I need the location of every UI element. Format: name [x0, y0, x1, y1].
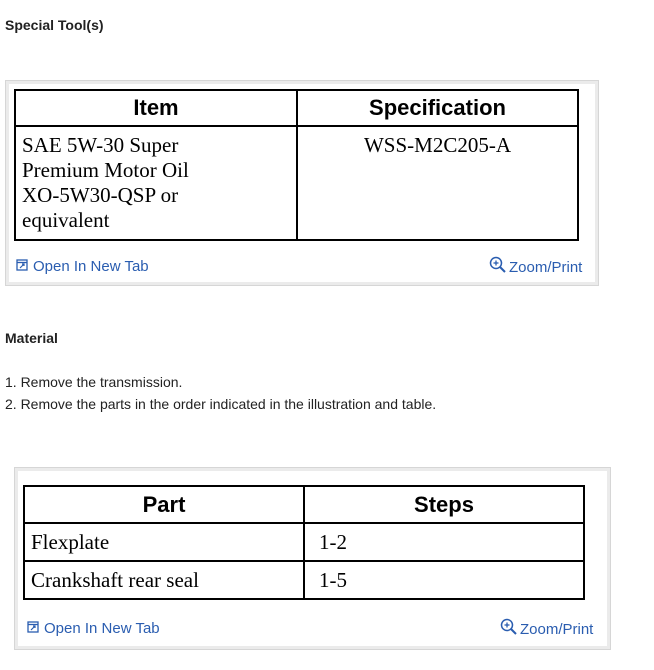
- part-cell: Flexplate: [24, 523, 304, 561]
- table-row: [15, 126, 578, 240]
- zoom-magnifier-icon: [500, 618, 518, 640]
- specification-cell: WSS-M2C205-A: [297, 126, 578, 240]
- zoom-print-link[interactable]: [489, 256, 582, 278]
- open-in-new-tab-link[interactable]: [16, 258, 149, 275]
- step-item: 2. Remove the parts in the order indicated in the illustration and table.: [5, 396, 437, 412]
- column-header-item: Item: [15, 90, 297, 126]
- open-in-new-tab-icon: [27, 620, 39, 637]
- part-cell: Crankshaft rear seal: [24, 561, 304, 599]
- steps-cell: 1-2: [304, 523, 584, 561]
- item-line: XO-5W30-QSP or: [22, 183, 179, 207]
- open-in-new-tab-label: Open In New Tab: [33, 258, 149, 275]
- table-row: [24, 523, 584, 561]
- zoom-print-label: Zoom/Print: [509, 258, 583, 276]
- section-heading-material: Material: [5, 330, 58, 346]
- steps-list: [5, 371, 436, 415]
- table-header-row: [24, 486, 584, 523]
- zoom-print-link[interactable]: [500, 618, 593, 640]
- item-line: Premium Motor Oil: [22, 158, 189, 182]
- table-header-row: [15, 90, 578, 126]
- zoom-print-label: Zoom/Print: [520, 620, 594, 638]
- steps-cell: 1-5: [304, 561, 584, 599]
- column-header-steps: Steps: [304, 486, 584, 523]
- column-header-specification: Specification: [297, 90, 578, 126]
- zoom-magnifier-icon: [489, 256, 507, 278]
- special-tools-table: [14, 89, 579, 241]
- table-row: [24, 561, 584, 599]
- column-header-part: Part: [24, 486, 304, 523]
- open-in-new-tab-icon: [16, 258, 28, 275]
- parts-table: [23, 485, 585, 600]
- item-cell: [15, 126, 297, 240]
- open-in-new-tab-label: Open In New Tab: [44, 620, 160, 637]
- section-heading-special-tools: Special Tool(s): [5, 17, 104, 33]
- step-item: 1. Remove the transmission.: [5, 374, 183, 390]
- item-line: SAE 5W-30 Super: [22, 133, 179, 157]
- open-in-new-tab-link[interactable]: [27, 620, 160, 637]
- item-line: equivalent: [22, 208, 110, 232]
